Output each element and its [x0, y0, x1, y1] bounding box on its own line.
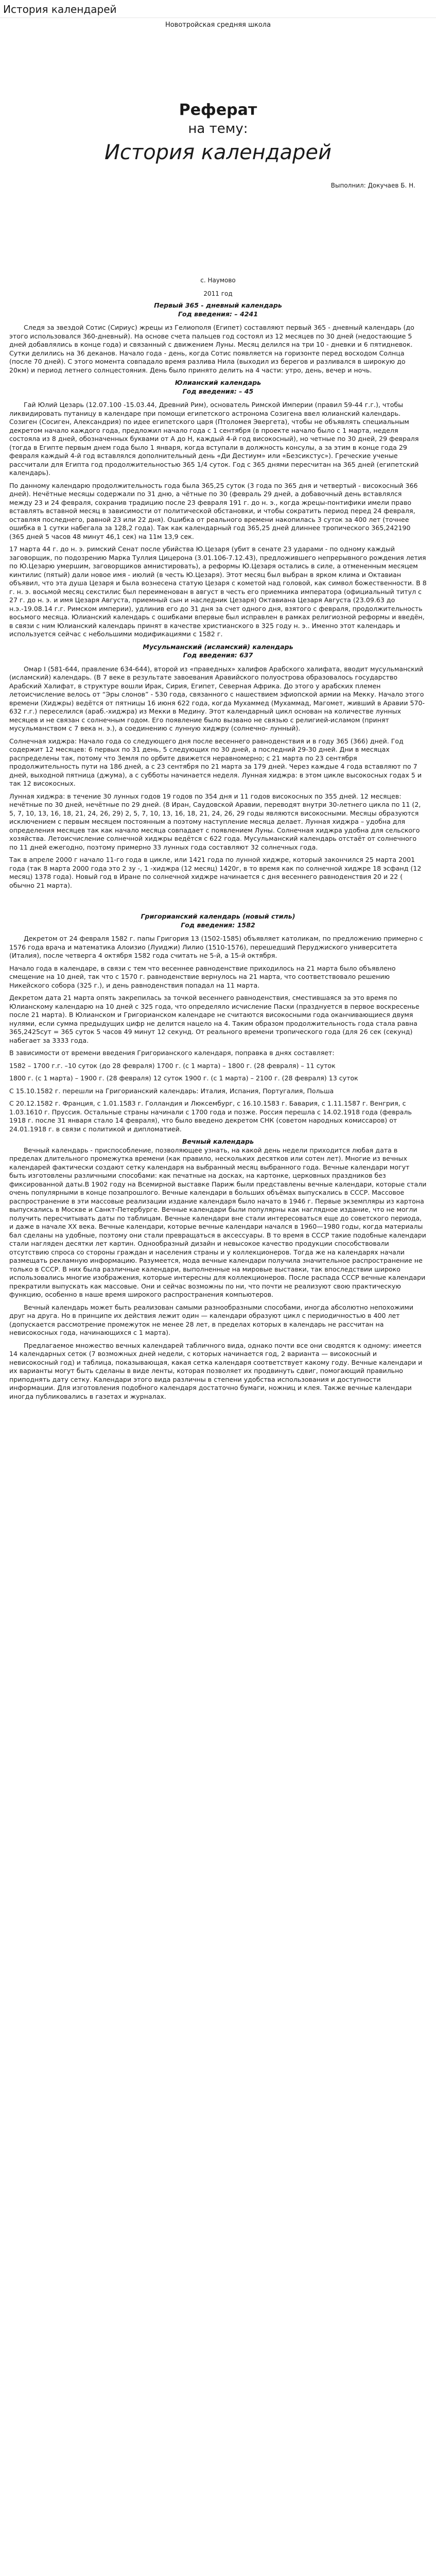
year-line: 2011 год: [203, 290, 233, 297]
paragraph: Вечный календарь может быть реализован самыми разнообразными способами, иногда абсолютно непохожими друг на друга. Но в принципе их действия лежит один — календари образуют цикл с периодичностью в 400 лет (допускается рассмотрение промежуток не менее 28 лет, в пределах которых в календарь не рассчитан на невисокосных года, начинающихся с 1 марта).: [9, 1303, 414, 1336]
section-heading: Первый 365 - дневный календарь: [154, 301, 282, 309]
referat-heading: Реферат: [179, 101, 257, 119]
paragraph: 1800 г. (с 1 марта) – 1900 г. (28 февраля) 12 суток 1900 г. (с 1 марта) – 2100 г. (28 февраля) 13 суток: [9, 1074, 358, 1082]
section-heading: Вечный календарь: [182, 1138, 254, 1145]
section-heading: Мусульманский (исламский) календарь: [143, 642, 293, 651]
paragraph: Следя за звездой Сотис (Сириус) жрецы из Гелиополя (Египет) составляют первый 365 - дневный календарь (до этого использовался 360-дневный). На основе счета пальцев год состоял из 12 месяцев по 30 дней (недостающие 5 дней добавлялись в конце года) и связанный с движением Луны. Месяц делился на три 10 - дневки и 6 пятидневок. Сутки делились на 36 деканов. Начало года - день, когда Сотис появляется на горизонте перед восходом Солнца (после 70 дней). С этого момента совпадало время разлива Нила (выходил из берегов и разливался в широкую до 20км) и период летнего солнцестояния. День было принято делить на 4 части: утро, день, вечер и ночь.: [9, 324, 414, 374]
paragraph: Лунная хиджра: в течение 30 лунных годов 19 годов по 354 дня и 11 годов високосных по 355 дней. 12 месяцев: нечётные по 30 дней, нечётные по 29 дней. (8 Иран, Саудовской Аравии, переводят внутри 30-летнего цикла по 11 (2, 5, 7, 10, 13, 16, 18, 21, 24, 26, 29) 2, 5, 7, 10, 13, 16, 18, 21, 24, 26, 29 годы являются високосными. Месяцы образуются исключением с первым месяцем постоянным а поэтому наступление месяца делает. Лунная хиджра – удобна для определения месяцев так как начало месяца совпадает с появлением Луны. Солнечная хиджра удобна для сельского хозяйства. Летоисчисление солнечной хиджры ведётся с 622 года. Мусульманский календарь отстаёт от солнечного по 11 дней ежегодно, поэтому примерно 33 лунных года составляют 32 солнечных года.: [9, 792, 421, 851]
section-subheading: Год введения: – 45: [182, 387, 254, 395]
section-heading: Юлианский календарь: [175, 379, 261, 386]
paragraph: С 15.10.1582 г. перешли на Григорианский календарь: Италия, Испания, Португалия, Польша: [9, 1087, 334, 1095]
author-line: Выполнил: Докучаев Б. Н.: [330, 182, 415, 189]
paragraph: Солнечная хиджра: Начало года со следующего дня после весеннего равноденствия и в году 365 (366) дней. Год содержит 12 месяцев: 6 первых по 31 день, 5 следующих по 30 дней, а последний 29-30 дней. Дни в месяцах распределены так, потому что Земля по орбите движется неравномерно; с 21 марта по 23 сентября продолжительность пути на 186 дней, а с 23 сентября по 21 марта за 179 дней. Через каждые 4 года вставляют по 7 дней, выходной пятница (джума), а с субботы начинается неделя. Лунная хиджра: в этом цикле высокосных годах 5 и так 12 високосных.: [9, 737, 422, 787]
section-subheading: Год введения: 1582: [181, 921, 255, 929]
document-body: [0, 301, 436, 1401]
paragraph: 1582 – 1700 г.г. –10 суток (до 28 февраля) 1700 г. (с 1 марта) – 1800 г. (28 февраля) – 11 суток: [9, 1061, 336, 1070]
topic-title: История календарей: [104, 141, 332, 164]
paragraph: С 20.12.1582 г. Франция, с 1.01.1583 г. Голландия и Люксембург, с 16.10.1583 г. Бавария, с 1.11.1587 г. Венгрия, с 1.03.1610 г. Пруссия. Остальные страны начинали с 1700 года и позже. Россия перешла с 14.02.1918 года (февраль 1918 г. после 31 января стало 14 февраля), что было введено декретом СНК (советом народных комиссаров) от 24.01.1918 г. в связи с политикой и дипломатией.: [9, 1099, 412, 1133]
paragraph: Вечный календарь - приспособление, позволяющее узнать, на какой день недели приходится любая дата в пределах длительного промежутка времени (как правило, нескольких десятков или сотен лет). Многие из вечных календарей фактически создают сетку календаря на выбранный месяц выбранного года. Вечные календари могут быть изготовлены различными способами: как печатные на досках, на картонке, церковных праздников без фиксированной даты.В 1902 году на Всемирной выставке Париж были представлены вечные календари, которые стали очень популярными в конце позапрошлого. Вечные календари в больших объёмах выпускались в СССР. Массовое распространение в эти массовые реализации издание календаря было начато в 1946 г. Первые экземпляры из картона выпускались в Москве и Санкт-Петербурге. Вечные календари были популярны как наглядное издание, что не могли получить пересчитывать даты по таблицам. Вечные календари вне стали интересоваться еще до советского периода, и даже в начале XX века. Вечные календари, которые вечные календари начался в 1960—1980 годы, когда материалы бал сделаны на удобные, поэтому они стали превращаться в аксессуары. В то время в СССР такие подобные календари стали нагляден десятки лет картин. Однообразный дизайн и невысокое качество продукции способствовали отсутствию спроса со стороны граждан и населения страны и у коллекционеров. Тогда же на календарях начали размещать рекламную информацию. Разумеется, мода вечные календари получила значительное распространение не только в СССР. В них была различные календари, выполненные на мировые выставки, так впоследствии широко использовались многие изображения, которые интересны для коллекционеров. После распада СССР вечные календари прекратили выпускать как массовые. Они и сейчас возможны по ни, что почти не реализуют свою практическую функцию, особенно в наше время широкого распространения компьютеров.: [9, 1146, 427, 1298]
section-subheading: Год введения: – 4241: [178, 310, 258, 318]
place-line: с. Наумово: [200, 277, 236, 284]
paragraph: Декретом от 24 февраля 1582 г. папы Григория 13 (1502-1585) объявляет католикам, по предложению примерно с 1576 года врача и математика Алоизио (Луиджи) Лилио (1510-1576), перешедший Перуджиского университета (Италия), после четверга 4 октября 1582 года считать не 5-й, а 15-й октября.: [9, 935, 423, 959]
subject-caption: на тему:: [188, 121, 248, 137]
paragraph: Предлагаемое множество вечных календарей табличного вида, однако почти все они сводятся к одному: имеется 14 календарных сеток (7 возможных дней недели, с которых начинается год, 2 варианта — високосный и невисокосный год) и таблица, показывающая, какая сетка календаря соответствует какому году. Вечные календари и их варианты могут быть сделаны в виде ленты, которая позволяет их продвинуть сдвиг, помогающий правильно приподнять дату сетку. Календари этого вида различны в степени удобства использования и доступности информации. Для изготовления подобного календаря достаточно бумаги, ножниц и клея. Также вечные календари иногда публиковались в газетах и журналах.: [9, 1341, 423, 1400]
paragraph: Декретом дата 21 марта опять закрепилась за точкой весеннего равноденствия, сместившаяся за это время по Юлианскому календарю на 10 дней с 325 года, что определяло исчисление Пасхи (празднуется в первое воскресенье после 21 марта). В Юлианском и Григорианском календаре не считаются високосными года оканчивающиеся двумя нулями, если сумма предыдущих цифр не делится нацело на 4. Таким образом продолжительность года стала равна 365,2425сут = 365 суток 5 часов 49 минут 12 секунд. От реального времени тропического года (для 26 сек (секунд) набегает за 3333 года.: [9, 994, 420, 1044]
school-name: Новотройская средняя школа: [165, 21, 271, 29]
paragraph: Омар I (581-644, правление 634-644), второй из «праведных» халифов Арабского халифата, вводит мусульманский (исламский) календарь. (В 7 веке в результате завоевания Аравийского полуострова образовалось государство Арабский Халифат, в структуре вошли Ирак, Сирия, Египет, Северная Африка. До этого у арабских племен летоисчисление велось от “Эры слонов” - 530 года, связанного с нашествием эфиопской армии на Мекку. Начало этого времени (Хиджры) ведётся от пятницы 16 июня 622 года, когда Мухаммед (Мухаммад, Магомет, живший в Аравии 570-632 г.г.) переселился (араб.-хиджра) из Мекки в Медину. Этот календарный цикл основан на количестве лунных месяцев и не связан с солнечным годом. Его появление было вызвано не связью с религией-исламом (принят мусульманством с 7 века н. э.), а соединению с лунную хиджру (солнечно- лунный).: [9, 665, 425, 732]
section-heading: Григорианский календарь (новый стиль): [141, 912, 295, 920]
document-title: История календарей: [0, 0, 436, 18]
section-subheading: Год введения: 637: [183, 651, 253, 659]
paragraph: По данному календарю продолжительность года была 365,25 суток (3 года по 365 дня и четвертый - високосный 366 дней). Нечётные месяцы содержали по 31 дню, а чётные по 30 (февраль 29 дней, а добавочный день вставлялся между 23 и 24 февраля, сохранив традицию после 23 февраля 191 г. до н. э., когда жрецы-понтифики имели право вставлять вставной месяц в зависимости от политической обстановки, и чтобы сократить период перед 24 февраля, оставляя последнего, равной 23 или 22 дня). Ошибка от реального времени накопилась 3 суток за 400 лет (точнее ошибка в 1 сутки набегала за 128,2 года). Так как календарный год 365,25 дней длиннее тропического 365,242190 (365 дней 5 часов 48 минут 46,1 сек) на 11м 13,9 сек.: [9, 481, 418, 540]
paragraph: Так в апреле 2000 г начало 11-го года в цикле, или 1421 года по лунной хиджре, который закончился 25 марта 2001 года (так 8 марта 2000 года это 2 зу -, 1 -хиджра (12 месяц) 1420г, в то время как по солнечной хиджре 18 эсфанд (12 месяц) 1378 года). Новый год в Иране по солнечной хиджре начинается с дня весеннего равноденствия 20 и 22 ( обычно 21 марта).: [9, 856, 422, 889]
paragraph: Гай Юлий Цезарь (12.07.100 -15.03.44, Древний Рим), основатель Римской Империи (правил 59-44 г.г.), чтобы ликвидировать путаницу в календаре при помощи египетского астронома Созигена ввел юлианский календарь. Созиген (Сосиген, Александрия) по идее египетского царя (Птоломея Эвергета), чтобы не объявлять специальным декретом начало каждого года, предложил начало года с 1 сентября (в проекте начало было с 1 марта, неделя состояла из 8 дней, обозначенных буквами от А до Н, каждый 4-й год високосный), но четные по 30 дней, 29 февраля (тогда в Египте первым днем года было 1 января, когда вступали в должность консулы, а за этим в конце года 29 февраля каждый 4-й год вставлялся дополнительный день «Ди Дестиум» или «Безсикстус»). Греческие ученые рассчитали для Египта год продолжительностью 365 1/4 суток. Год с 365 днями пересчитан на 365 дней (египетский календарь).: [9, 401, 419, 477]
paragraph: 17 марта 44 г. до н. э. римский Сенат после убийства Ю.Цезаря (убит в сенате 23 ударами - по одному каждый заговорщик, по подозрению Марка Туллия Цицерона (3.01.106-7.12.43), предложившего непрерывного рождения летия по Ю.Цезарю умершим, заговорщиков амнистировать), а реформы Ю.Цезаря остались в силе, а отмененным месяцем кинтилис (пятый) дали новое имя - июлий (в честь Ю.Цезаря). Этот месяц был выбран в ярком клима и Октавиан объявил, что эта душа Цезаря и была вознесена статую Цезаря с кометой над головой, как символ божественности. В 8 г. н. э. восьмой месяц секстилис был переименован в август в честь его приемника императора (официальный титул с 27 г. до н. э. и имя Цезаря Августа, приемный сын и наследник Цезаря) Октавиана Цезаря Августа (23.09.63 до н.э.-19.08.14 г.г. Римском империи), удлинив его до 31 дня за счет одного дня, взятого с февраля, продолжительность восьмого месяца. Юлианский календарь с ошибками впервые был исправлен в рамках религиозной реформы и введён, в связи с ним Юлианский календарь принят в качестве христианского в 325 году н. э.. Именно этот календарь и используется сейчас с небольшими модификациями с 1582 г.: [9, 545, 427, 638]
paragraph: Начало года в календаре, в связи с тем что весеннее равноденствие приходилось на 21 марта было объявлено смещение на 10 дней, так что с 1570 г. равноденствие вернулось на 21 марта, что соответствовало решению Никейского собора (325 г.), и день равноденствия попадал на 11 марта.: [9, 964, 396, 989]
paragraph: В зависимости от времени введения Григорианского календаря, поправка в днях составляет:: [9, 1049, 335, 1057]
